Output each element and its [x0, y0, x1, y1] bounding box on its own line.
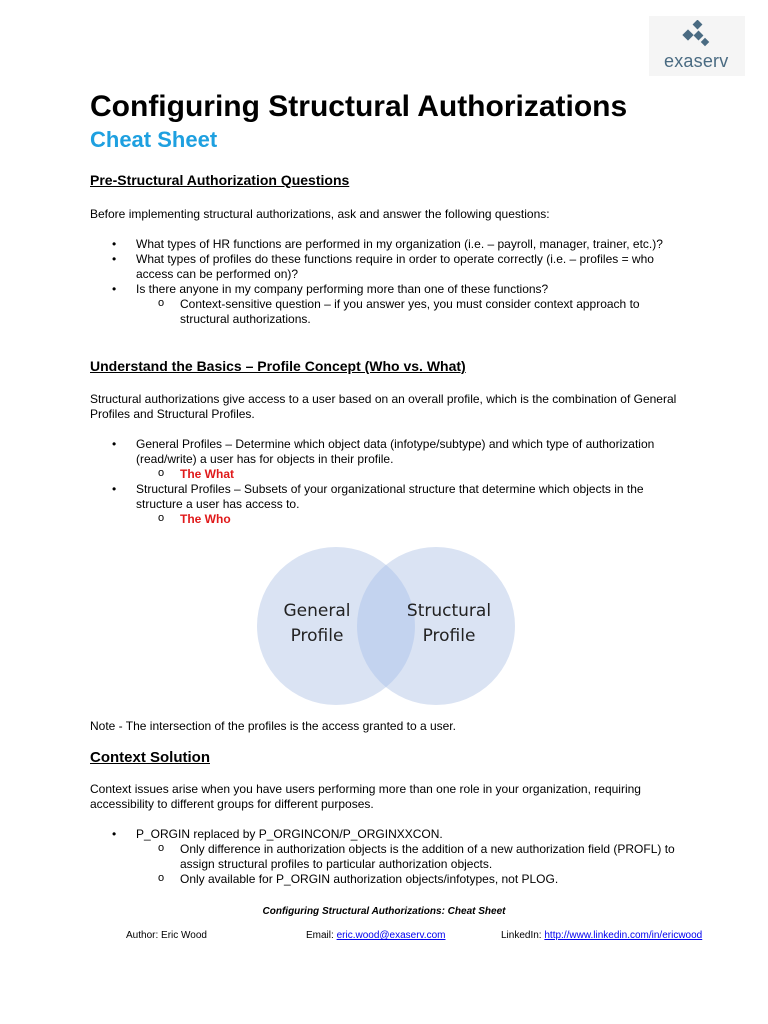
profile-list — [90, 437, 690, 527]
intersection-note: Note - The intersection of the profiles is the access granted to a user. — [90, 719, 456, 733]
venn-left-label-line1: General — [283, 601, 351, 621]
section-intro: Before implementing structural authorizations, ask and answer the following questions: — [90, 207, 550, 221]
footer-title: Configuring Structural Authorizations: Cheat Sheet — [262, 906, 506, 917]
sub-list-item: o Context-sensitive question – if you answer yes, you must consider context approach to structural authorizations. — [90, 297, 690, 327]
venn-right-label-line2: Profile — [422, 626, 476, 646]
footer-email — [306, 930, 445, 941]
section-heading-pre-structural: Pre-Structural Authorization Questions — [90, 172, 350, 188]
context-list — [90, 827, 690, 887]
email-link[interactable]: eric.wood@exaserv.com — [336, 930, 446, 941]
page-title: Configuring Structural Authorizations — [90, 90, 628, 123]
list-item: • Structural Profiles – Subsets of your organizational structure that determine which objects in the structure a user has access to. — [90, 482, 690, 512]
linkedin-label: LinkedIn: — [501, 930, 542, 941]
profile-venn-diagram — [255, 545, 517, 707]
footer-linkedin — [501, 930, 702, 941]
email-label: Email: — [306, 930, 334, 941]
sub-list-item: o Only difference in authorization objects is the addition of a new authorization field (PROFL) to assign structural profiles to particular authorization objects. — [90, 842, 690, 872]
logo-mark-icon — [681, 20, 713, 50]
linkedin-link[interactable]: http://www.linkedin.com/in/ericwood — [544, 930, 703, 941]
venn-right-label-line1: Structural — [406, 601, 492, 621]
venn-left-label-line2: Profile — [290, 626, 344, 646]
list-item: • P_ORGIN replaced by P_ORGINCON/P_ORGINXXCON. — [90, 827, 690, 842]
exaserv-logo — [649, 16, 745, 76]
section-intro: Structural authorizations give access to a user based on an overall profile, which is the combination of General Profiles and Structural Profiles. — [90, 392, 677, 421]
logo-text: exaserv — [664, 51, 729, 71]
list-item: • What types of profiles do these functions require in order to operate correctly (i.e. – profiles = who access can be performed on)? — [90, 252, 690, 282]
section-heading-profile-concept: Understand the Basics – Profile Concept (Who vs. What) — [90, 358, 466, 374]
list-item: • General Profiles – Determine which object data (infotype/subtype) and which type of authorization (read/write) a user has for objects in their profile. — [90, 437, 690, 467]
list-item: • What types of HR functions are performed in my organization (i.e. – payroll, manager, trainer, etc.)? — [90, 237, 690, 252]
sub-list-item — [90, 512, 690, 527]
sub-list-item: o Only available for P_ORGIN authorization objects/infotypes, not PLOG. — [90, 872, 690, 887]
list-item: • Is there anyone in my company performing more than one of these functions? — [90, 282, 690, 297]
sub-list-item — [90, 467, 690, 482]
footer-author: Author: Eric Wood — [126, 930, 207, 941]
question-list — [90, 237, 690, 327]
section-intro: Context issues arise when you have users performing more than one role in your organization, requiring accessibility to different groups for different purposes. — [90, 782, 641, 811]
page-subtitle: Cheat Sheet — [90, 127, 218, 152]
the-what-label: The What — [180, 467, 234, 481]
the-who-label: The Who — [180, 512, 231, 526]
section-heading-context-solution: Context Solution — [90, 749, 210, 766]
